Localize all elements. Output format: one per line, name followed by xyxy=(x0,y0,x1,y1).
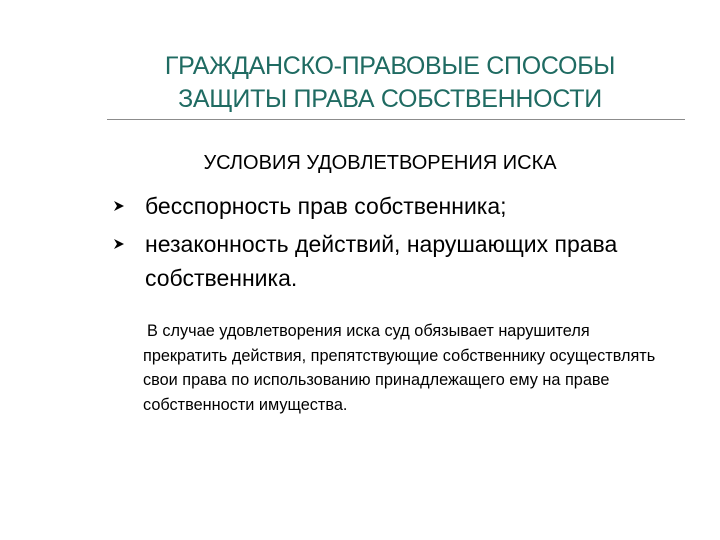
slide-title-line-2: ЗАЩИТЫ ПРАВА СОБСТВЕННОСТИ xyxy=(178,85,602,113)
list-item-text: бесспорность прав собственника; xyxy=(145,193,507,219)
arrowhead-bullet-icon xyxy=(114,201,124,211)
title-divider xyxy=(107,119,685,120)
list-item xyxy=(110,189,670,223)
arrowhead-bullet-icon xyxy=(114,239,124,249)
slide-title-line-1: ГРАЖДАНСКО-ПРАВОВЫЕ СПОСОБЫ xyxy=(164,52,616,80)
list-item xyxy=(110,227,670,295)
explanatory-note: В случае удовлетворения иска суд обязывает нарушителя прекратить действия, препятствующие собственнику осуществлять свои права по использованию принадлежащего ему на праве собственности имущества. xyxy=(143,322,656,414)
section-subheading: УСЛОВИЯ УДОВЛЕТВОРЕНИЯ ИСКА xyxy=(203,152,557,174)
conditions-list xyxy=(110,189,670,299)
list-item-text: незаконность действий, нарушающих права собственника. xyxy=(145,231,618,291)
slide-title xyxy=(100,50,680,116)
